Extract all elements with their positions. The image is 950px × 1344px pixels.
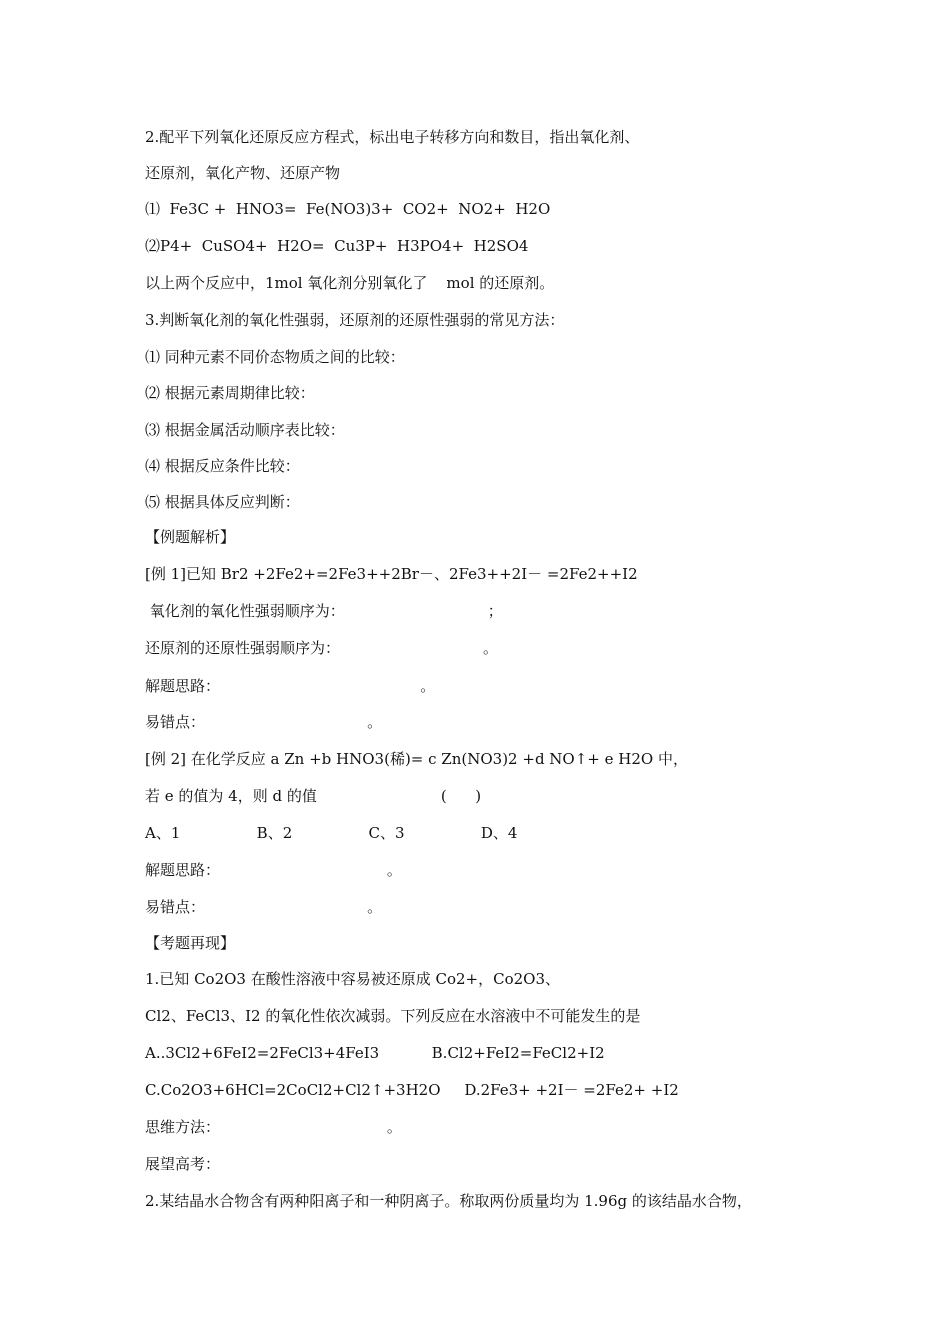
text-line: 解题思路： 。 [145,677,436,695]
text-line: 思维方法： 。 [145,1118,402,1136]
section-heading: 【考题再现】 [145,934,236,952]
text-line: 2.某结晶水合物含有两种阳离子和一种阴离子。称取两份质量均为 1.96g 的该结晶水合物， [145,1192,752,1210]
text-line: ⑸ 根据具体反应判断： [145,493,300,511]
text-line: [例 2] 在化学反应 a Zn +b HNO3(稀)= c Zn(NO3)2 +d NO↑+ e H2O 中， [145,750,688,768]
text-line: 展望高考： [145,1155,221,1173]
text-line: [例 1]已知 Br2 +2Fe2+=2Fe3++2Br－、2Fe3++2I－ =2Fe2++I2 [145,565,638,583]
text-line: ⑷ 根据反应条件比较： [145,457,300,475]
text-line: ⑴ Fe3C + HNO3= Fe(NO3)3+ CO2+ NO2+ H2O [145,200,551,218]
text-line: 还原剂的还原性强弱顺序为： 。 [145,639,499,657]
text-line: ⑵P4+ CuSO4+ H2O= Cu3P+ H3PO4+ H2SO4 [145,237,529,255]
text-line: A..3Cl2+6FeI2=2FeCl3+4FeI3 B.Cl2+FeI2=FeCl2+I2 [145,1044,605,1062]
text-line: ⑶ 根据金属活动顺序表比较： [145,421,345,439]
text-line: 易错点： 。 [145,713,383,731]
text-line: 氧化剂的氧化性强弱顺序为： ； [145,602,503,620]
text-line: ⑴ 同种元素不同价态物质之间的比较： [145,348,405,366]
text-line: 易错点： 。 [145,898,383,916]
text-line: ⑵ 根据元素周期律比较： [145,384,315,402]
text-line: 3.判断氧化剂的氧化性强弱，还原剂的还原性强弱的常见方法： [145,311,565,329]
text-line: 以上两个反应中，1mol 氧化剂分别氧化了 mol 的还原剂。 [145,274,555,292]
text-line: 2.配平下列氧化还原反应方程式，标出电子转移方向和数目，指出氧化剂、 [145,128,640,146]
text-line: A、1 B、2 C、3 D、4 [145,824,518,842]
text-line: Cl2、FeCl3、I2 的氧化性依次减弱。下列反应在水溶液中不可能发生的是 [145,1007,641,1025]
text-line: 还原剂，氧化产物、还原产物 [145,164,341,182]
text-line: C.Co2O3+6HCl=2CoCl2+Cl2↑+3H2O D.2Fe3+ +2I－ =2Fe2+ +I2 [145,1081,679,1099]
section-heading: 【例题解析】 [145,528,236,546]
text-line: 若 e 的值为 4，则 d 的值 ( ) [145,787,482,805]
text-line: 1.已知 Co2O3 在酸性溶液中容易被还原成 Co2+，Co2O3、 [145,970,561,988]
text-line: 解题思路： 。 [145,861,402,879]
